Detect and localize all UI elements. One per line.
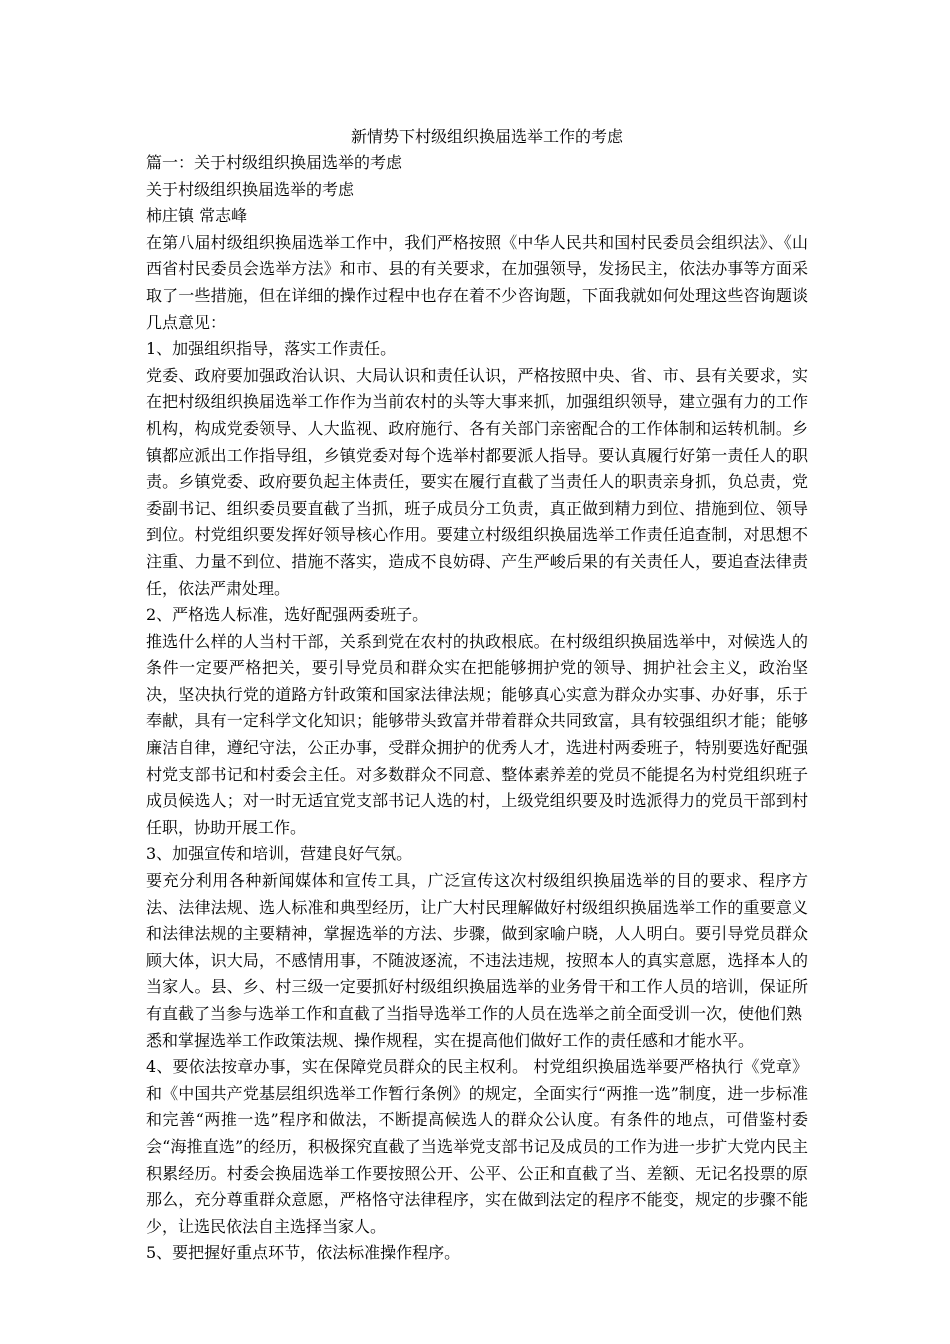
author-line: 柿庄镇 常志峰	[146, 206, 248, 226]
point-1-heading: 1、加强组织指导，落实工作责任。	[146, 339, 397, 359]
point-2-heading: 2、严格选人标准，选好配强两委班子。	[146, 605, 429, 625]
point-3-heading: 3、加强宣传和培训，营建良好气氛。	[146, 844, 413, 864]
point-5-heading: 5、要把握好重点环节，依法标准操作程序。	[146, 1243, 461, 1263]
document-title: 新情势下村级组织换届选举工作的考虑	[350, 127, 623, 146]
point-3-paragraph-continued: 悉和掌握选举工作政策法规、操作规程，实在提高他们做好工作的责任感和才能水平。	[146, 1030, 755, 1050]
document-page	[146, 124, 808, 1267]
section-heading: 篇一：关于村级组织换届选举的考虑	[146, 153, 403, 172]
point-3-paragraph: 要充分利用各种新闻媒体和宣传工具，广泛宣传这次村级组织换届选举的目的要求、程序方法、法律法规、选人标准和典型经历，让广大村民理解做好村级组织换届选举工作的重要意义和法律法规的主要精神，掌握选举的方法、步骤，做到家喻户晓，人人明白。要引导党员群众顾大体，识大局，不感情用事，不随波逐流，不违法违规，按照本人的真实意愿，选择本人的当家人。县、乡、村三级一定要抓好村级组织换届选举的业务骨干和工作人员的培训，保证所有直截了当参与选举工作和直截了当指导选举工作的人员在选举之前全面受训一次，使他们熟	[146, 871, 808, 1023]
point-1-paragraph: 党委、政府要加强政治认识、大局认识和责任认识，严格按照中央、省、市、县有关要求，实在把村级组织换届选举工作作为当前农村的头等大事来抓，加强组织领导，建立强有力的工作机构，构成党委领导、人大监视、政府施行、各有关部门亲密配合的工作体制和运转机制。乡镇都应派出工作指导组，乡镇党委对每个选举村都要派人指导。要认真履行好第一责任人的职责。乡镇党委、政府要负起主体责任，要实在履行直截了当责任人的职责亲身抓，负总责，党委副书记、组织委员要直截了当抓，班子成员分工负责，真正做到精力到位、措施到位、领导到位。村党组织要发挥好领导核心作用。要建立村级组织换届选举工作责任追查制，对思想不注重、力量不到位、措施不落实，造成不良妨碍、产生严峻后果的有关责任人，要追查法律责任，依法严肃处理。	[146, 365, 808, 598]
point-2-paragraph: 推选什么样的人当村干部，关系到党在农村的执政根底。在村级组织换届选举中，对候选人的条件一定要严格把关，要引导党员和群众实在把能够拥护党的领导、拥护社会主义，政治坚决，坚决执行党的道路方针政策和国家法律法规；能够真心实意为群众办实事、办好事，乐于奉献，具有一定科学文化知识；能够带头致富并带着群众共同致富，具有较强组织才能；能够廉洁自律，遵纪守法，公正办事，受群众拥护的优秀人才，选进村两委班子，特别要选好配强村党支部书记和村委会主任。对多数群众不同意、整体素养差的党员不能提名为村党组织班子成员候选人；对一时无适宜党支部书记人选的村，上级党组织要及时选派得力的党员干部到村任职，协助开展工作。	[146, 631, 808, 837]
point-4-paragraph: 4、要依法按章办事，实在保障党员群众的民主权利。 村党组织换届选举要严格执行《党章》和《中国共产党基层组织选举工作暂行条例》的规定，全面实行“两推一选”制度，进一步标准和完善“两推一选”程序和做法，不断提高候选人的群众公认度。有条件的地点，可借鉴村委会“海推直选”的经历，积极探究直截了当选举党支部书记及成员的工作为进一步扩大党内民主积累经历。村委会换届选举工作要按照公开、公平、公正和直截了当、差额、无记名投票的原那么，充分尊重群众意愿，严格恪守法律程序，实在做到法定的程序不能变，规定的步骤不能少，让选民依法自主选择当家人。	[146, 1057, 808, 1236]
intro-paragraph: 在第八届村级组织换届选举工作中，我们严格按照《中华人民共和国村民委员会组织法》、《山西省村民委员会选举方法》和市、县的有关要求，在加强领导，发扬民主，依法办事等方面采取了一些措施，但在详细的操作过程中也存在着不少咨询题，下面我就如何处理这些咨询题谈几点意见：	[146, 232, 808, 332]
article-title: 关于村级组织换届选举的考虑	[146, 179, 355, 199]
